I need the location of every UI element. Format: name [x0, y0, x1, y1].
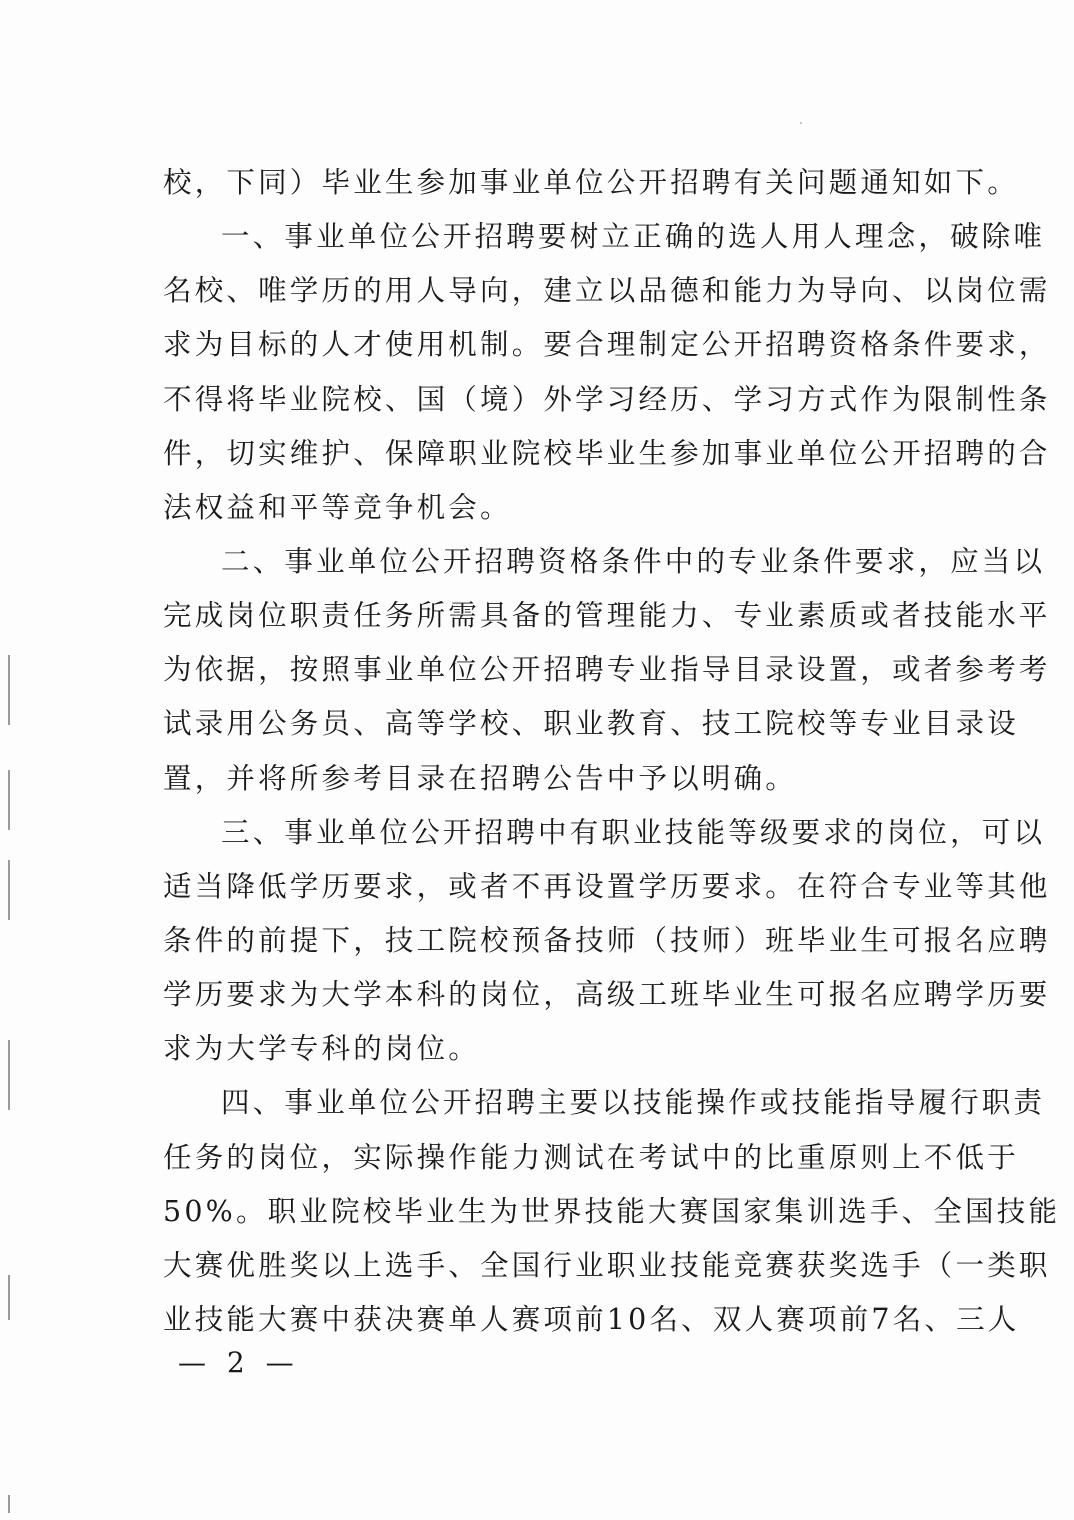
body-line: 件，切实维护、保障职业院校毕业生参加事业单位公开招聘的合 — [163, 437, 1051, 470]
body-line: 不得将毕业院校、国（境）外学习经历、学习方式作为限制性条 — [163, 383, 1051, 416]
paragraph-first-line: 三、事业单位公开招聘中有职业技能等级要求的岗位，可以 — [221, 816, 1046, 849]
body-line: 试录用公务员、高等学校、职业教育、技工院校等专业目录设 — [163, 707, 1019, 740]
body-line: 条件的前提下，技工院校预备技师（技师）班毕业生可报名应聘 — [163, 924, 1051, 957]
body-line: 求为目标的人才使用机制。要合理制定公开招聘资格条件要求， — [163, 328, 1051, 361]
scan-speck — [800, 122, 802, 124]
body-line: 大赛优胜奖以上选手、全国行业职业技能竞赛获奖选手（一类职 — [163, 1249, 1051, 1282]
body-line: 适当降低学历要求，或者不再设置学历要求。在符合专业等其他 — [163, 870, 1051, 903]
body-line: 学历要求为大学本科的岗位，高级工班毕业生可报名应聘学历要 — [163, 978, 1051, 1011]
body-line: 置，并将所参考目录在招聘公告中予以明确。 — [163, 762, 798, 795]
binding-mark — [8, 1275, 10, 1320]
paragraph-first-line: 四、事业单位公开招聘主要以技能操作或技能指导履行职责 — [221, 1086, 1046, 1119]
paragraph-first-line: 一、事业单位公开招聘要树立正确的选人用人理念，破除唯 — [221, 220, 1046, 253]
body-line: 校，下同）毕业生参加事业单位公开招聘有关问题通知如下。 — [163, 166, 1019, 199]
body-line: 为依据，按照事业单位公开招聘专业指导目录设置，或者参考考 — [163, 653, 1051, 686]
body-line: 求为大学专科的岗位。 — [163, 1032, 481, 1065]
binding-mark — [8, 860, 10, 920]
paragraph-first-line: 二、事业单位公开招聘资格条件中的专业条件要求，应当以 — [221, 545, 1046, 578]
body-line: 法权益和平等竞争机会。 — [163, 491, 512, 524]
body-line: 业技能大赛中获决赛单人赛项前10名、双人赛项前7名、三人 — [163, 1303, 1020, 1336]
body-line: 50%。职业院校毕业生为世界技能大赛国家集训选手、全国技能 — [163, 1195, 1061, 1228]
binding-mark — [8, 655, 10, 725]
binding-mark — [8, 1495, 10, 1513]
body-line: 任务的岗位，实际操作能力测试在考试中的比重原则上不低于 — [163, 1141, 1019, 1174]
binding-mark — [8, 770, 10, 830]
body-line: 完成岗位职责任务所需具备的管理能力、专业素质或者技能水平 — [163, 599, 1051, 632]
body-line: 名校、唯学历的用人导向，建立以品德和能力为导向、以岗位需 — [163, 274, 1051, 307]
binding-mark — [8, 1040, 10, 1110]
page-number: — 2 — — [178, 1346, 300, 1379]
